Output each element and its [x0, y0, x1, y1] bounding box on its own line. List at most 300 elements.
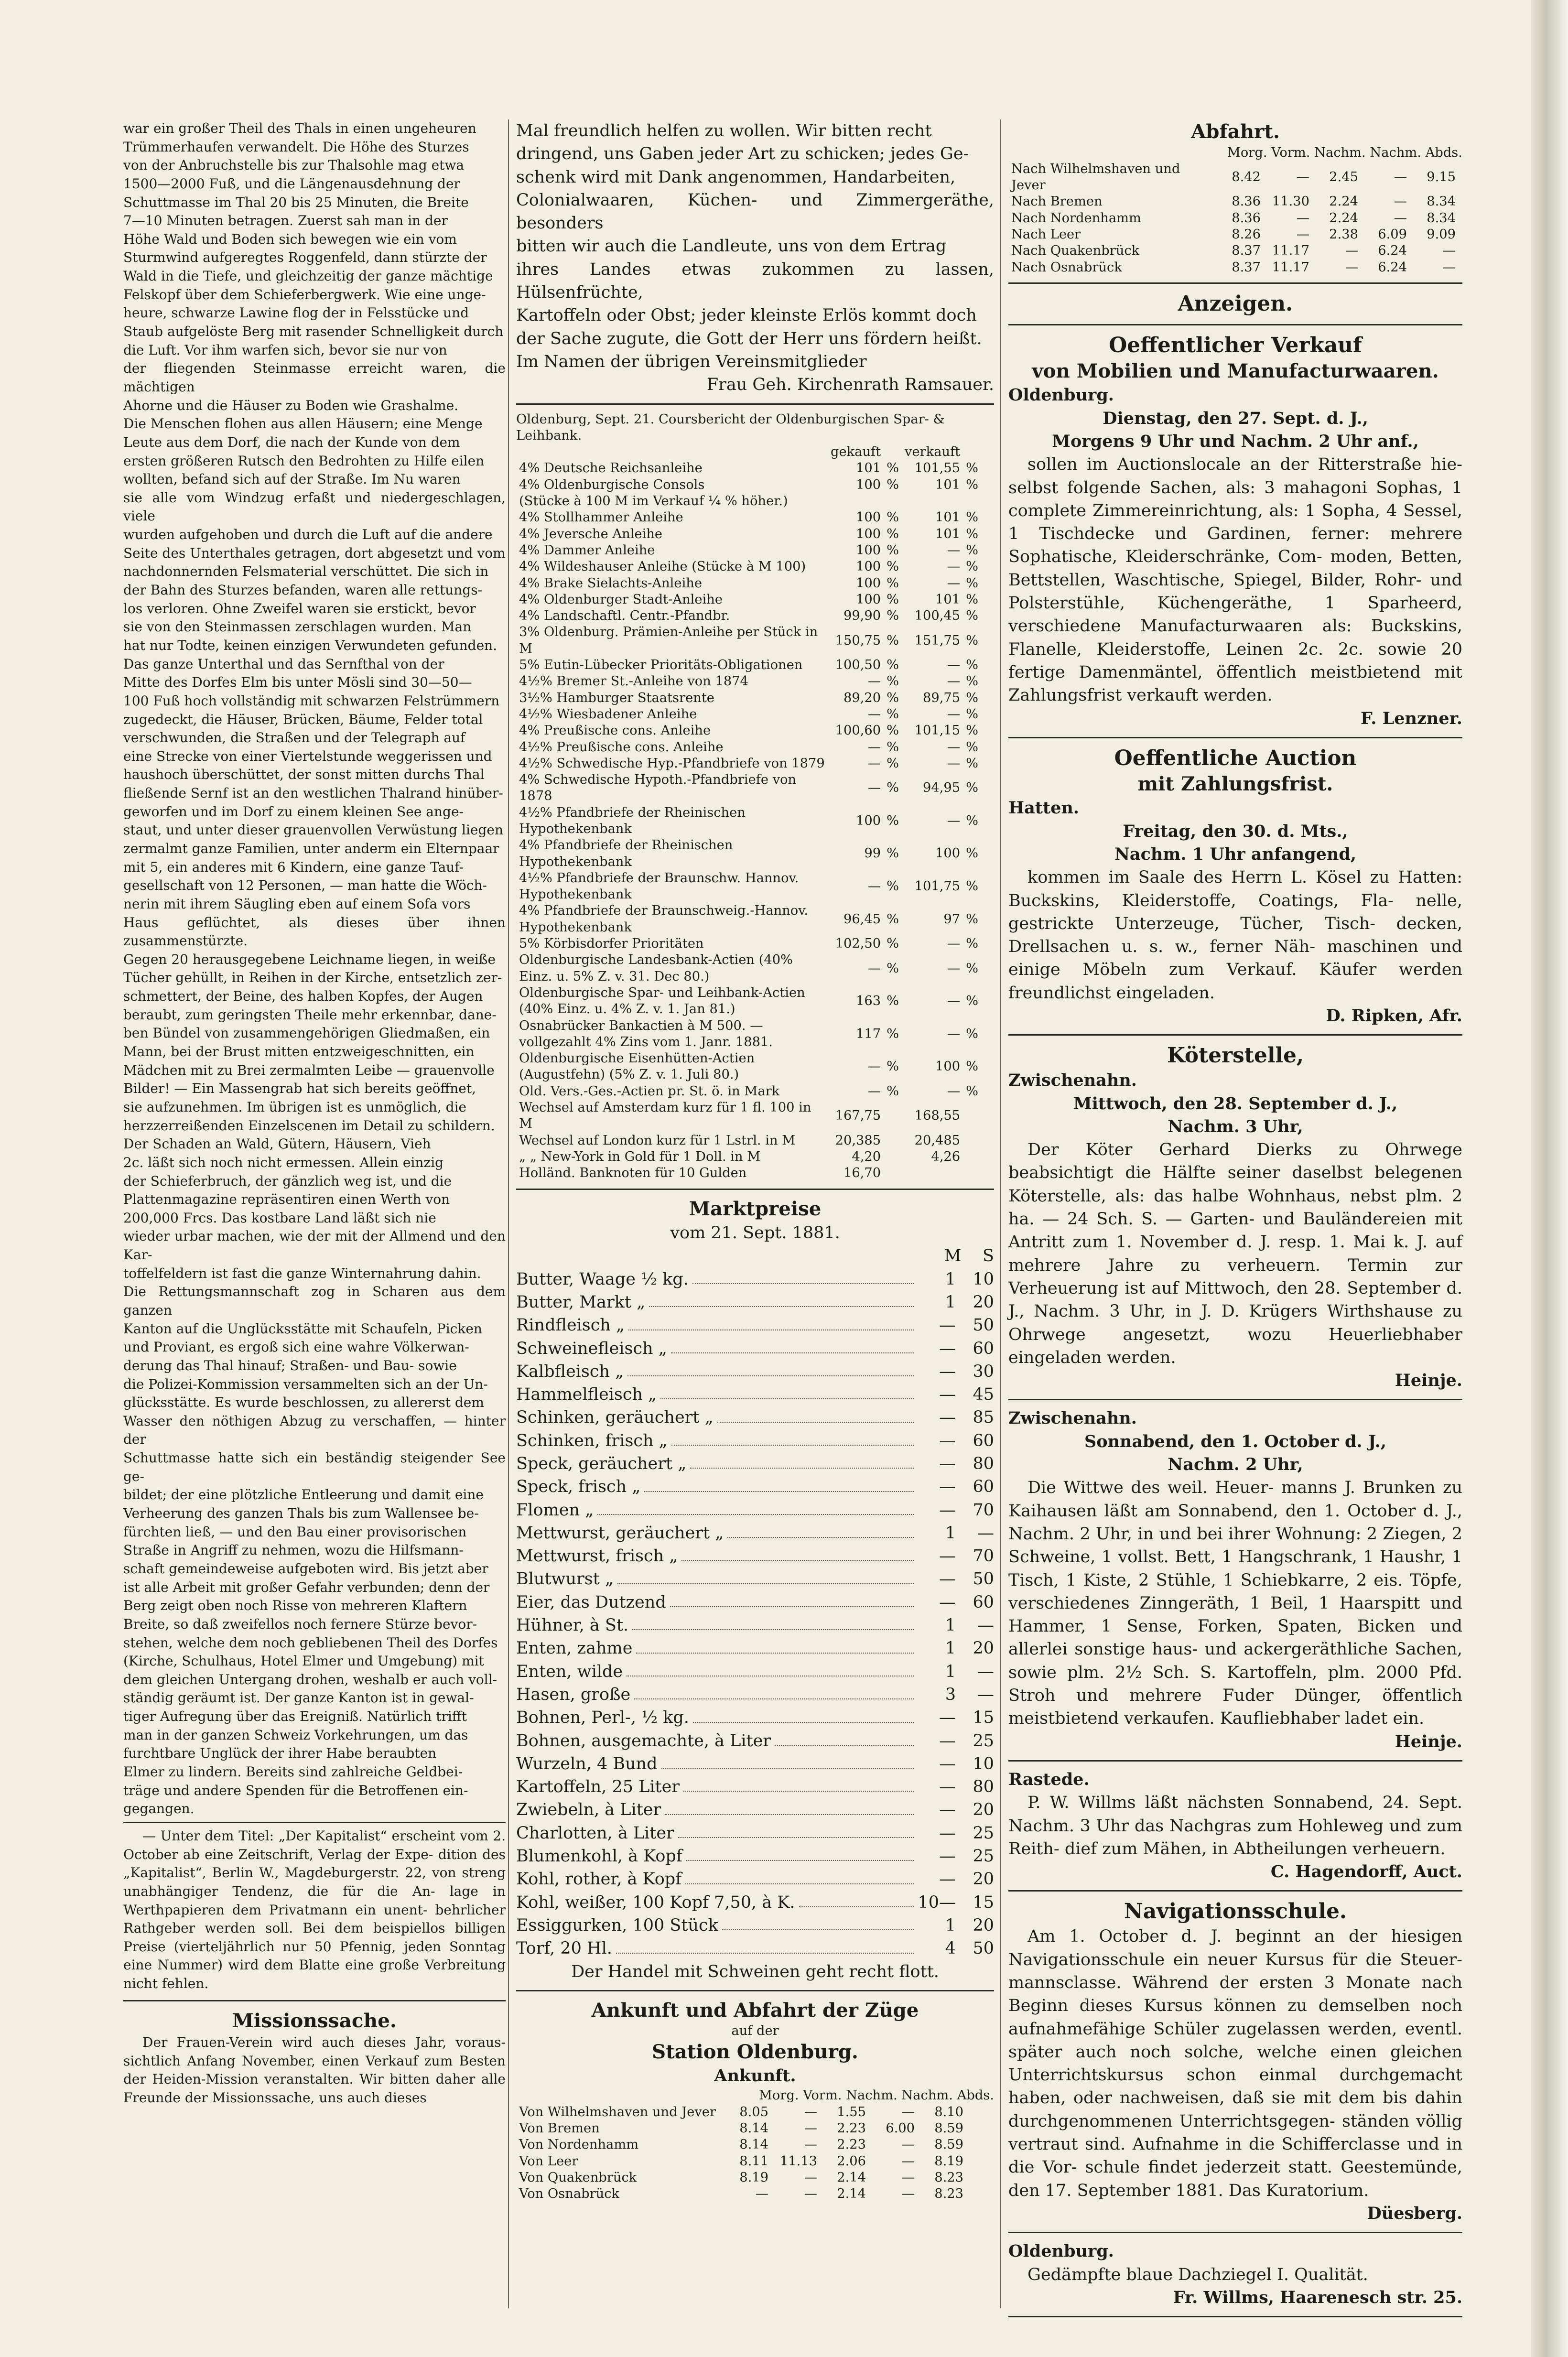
divider: [123, 2000, 506, 2001]
item-pfennig: 15: [973, 1892, 994, 1912]
list-item: [516, 1660, 994, 1683]
text-line: und Proviant, es ergoß sich eine wahre Völkerwan-: [123, 1339, 469, 1355]
heading-missionssache: Missionssache.: [232, 2009, 397, 2032]
table-row: [1008, 243, 1459, 259]
item-mark: —: [939, 1592, 956, 1612]
kursbericht-table: [516, 444, 981, 1181]
ad-place: Hatten.: [1008, 798, 1079, 818]
table-cell: 8.10: [934, 2104, 963, 2119]
list-item: [516, 1937, 994, 1960]
text-line: schmettert, der Beine, des halben Kopfes, der Augen: [123, 988, 483, 1005]
table-cell: 2.24: [1329, 210, 1358, 226]
text-line: die Luft. Vor ihm warfen sich, bevor sie nur von: [123, 342, 447, 358]
table-cell: [963, 493, 981, 509]
table-cell: —: [947, 756, 961, 771]
table-cell: 96,45: [843, 911, 881, 927]
leader-dots: [717, 1406, 914, 1422]
divider: [1008, 1034, 1462, 1036]
item-mark: —: [939, 1316, 956, 1335]
divider: [516, 1990, 994, 1991]
table-cell: —: [947, 559, 961, 574]
table-cell: 100: [935, 846, 961, 861]
table-cell: 102,50: [835, 936, 881, 951]
item-mark: 1: [945, 1915, 956, 1935]
text-line: 2c. läßt sich noch nicht ermessen. Allein einzig: [123, 1154, 444, 1170]
table-cell: %: [887, 739, 899, 755]
table-row: [516, 2104, 966, 2120]
table-cell: 100,50: [835, 658, 881, 673]
zuege-ankunft: Ankunft.: [714, 2066, 796, 2086]
table-cell: 4½% Pfandbriefe der Rheinischen Hypothekenbank: [519, 805, 746, 836]
table-cell: 101: [935, 510, 961, 525]
item-name: Kartoffeln, 25 Liter: [516, 1777, 680, 1797]
table-cell: 8.59: [934, 2137, 963, 2152]
ad-place: Oldenburg.: [1008, 2241, 1114, 2261]
table-cell: —: [947, 706, 961, 722]
column-right: [1008, 119, 1462, 2324]
table-cell: 101: [856, 461, 881, 476]
table-row: [516, 575, 981, 592]
ad-date: Sonnabend, den 1. October d. J.,: [1084, 1431, 1387, 1451]
leader-dots: [683, 1775, 914, 1792]
item-pfennig: 20: [973, 1800, 994, 1820]
marktpreise-units: M S: [944, 1246, 994, 1266]
list-item: [516, 1406, 994, 1429]
table-cell: [828, 493, 884, 509]
table-cell: 1.55: [837, 2104, 866, 2119]
appeal-text: [516, 119, 994, 373]
table-cell: 101,75: [914, 879, 961, 894]
table-cell: 4% Preußische cons. Anleihe: [519, 723, 711, 738]
text-line: nachdonnernden Felsmaterial verschüttet. Die sich in: [123, 563, 489, 580]
text-line: 100 Fuß hoch vollständig mit schwarzen Felstrümmern: [123, 692, 500, 709]
text-line: Berg zeigt oben noch Risse von mehreren Klaftern: [123, 1598, 467, 1614]
table-cell: %: [887, 542, 899, 558]
text-line: der Bahn des Sturzes befanden, waren alle rettungs-: [123, 582, 483, 598]
divider: [516, 1189, 994, 1190]
table-cell: Von Bremen: [519, 2121, 600, 2136]
marktpreise-list: [516, 1268, 994, 1960]
zuege-title: Ankunft und Abfahrt der Züge: [591, 1999, 919, 2022]
table-cell: 101: [935, 592, 961, 607]
item-name: Kohl, rother, à Kopf: [516, 1870, 682, 1889]
table-row: [516, 2170, 966, 2186]
text-line: die Polizei-Kommission versammelten sich an der Un-: [123, 1376, 488, 1392]
table-cell: —: [901, 2186, 915, 2202]
ad-date: Freitag, den 30. d. Mts.,: [1123, 821, 1348, 841]
table-cell: %: [887, 1059, 899, 1074]
ad-text: kommen im Saale des Herrn L. Kösel zu Hatten: Buckskins, Kleiderstoffe, Coatings, Fla- nelle, gestrickte Unterzeuge, Tücher, Tisch- decken, Drellsachen u. s. w., ferner Näh- maschinen und einige Möbeln zum Verkauf. Käufer werden freundlichst eingeladen.: [1008, 868, 1462, 1003]
table-cell: —: [1394, 169, 1407, 184]
table-cell: 163: [856, 994, 881, 1009]
table-cell: 99: [864, 846, 881, 861]
table-row: [516, 1083, 981, 1100]
table-cell: %: [966, 879, 979, 894]
item-mark: —: [939, 1800, 956, 1820]
table-cell: 11.30: [1272, 194, 1309, 209]
list-item: [516, 1614, 994, 1637]
table-cell: %: [887, 879, 899, 894]
item-pfennig: 80: [973, 1777, 994, 1797]
item-mark: 1: [945, 1662, 956, 1681]
table-cell: %: [887, 559, 899, 574]
table-cell: 6.24: [1378, 243, 1407, 259]
table-cell: 8.37: [1232, 259, 1261, 275]
text-line: herzzerreißenden Einzelscenen im Detail zu schildern.: [123, 1117, 495, 1134]
text-line: der Schieferbruch, der gänzlich weg ist, und die: [123, 1173, 452, 1189]
ad-signature: C. Hagendorff, Auct.: [1270, 1862, 1462, 1882]
table-cell: %: [887, 658, 899, 673]
table-cell: Oldenburgische Landesbank-Actien (40% Einz. u. 5% Z. v. 31. Dec 80.): [519, 952, 793, 984]
text-line: Mädchen mit zu Brei zermalmten Leibe — grauenvolle: [123, 1062, 495, 1078]
text-line: Colonialwaaren, Küchen- und Zimmergeräthe, besonders: [516, 190, 994, 233]
item-pfennig: 45: [973, 1385, 994, 1405]
table-cell: Nach Nordenhamm: [1011, 210, 1141, 226]
ad-time: Nachm. 1 Uhr anfangend,: [1114, 844, 1357, 864]
table-cell: %: [966, 658, 979, 673]
advertisement: [1008, 1407, 1462, 1761]
text-line: Höhe Wald und Boden sich bewegen wie ein vom: [123, 231, 457, 247]
text-line: hat nur Todte, keinen einzigen Verwundeten gefunden.: [123, 637, 497, 653]
item-mark: 1: [945, 1292, 956, 1312]
table-cell: 4,26: [931, 1149, 961, 1164]
table-cell: Von Quakenbrück: [519, 2170, 637, 2185]
table-cell: 4½% Schwedische Hyp.-Pfandbriefe von 1879: [519, 756, 825, 771]
text-line: ist alle Arbeit mit großer Gefahr verbunden; denn der: [123, 1579, 490, 1595]
text-line: man in der ganzen Schweiz Vorkehrungen, um das: [123, 1727, 468, 1743]
table-cell: %: [887, 690, 899, 705]
table-cell: 5% Körbisdorfer Prioritäten: [519, 936, 704, 951]
table-cell: —: [1394, 210, 1407, 226]
list-item: [516, 1314, 994, 1337]
text-line: Schuttmasse hatte sich ein beständig steigender See ge-: [123, 1450, 506, 1484]
text-line: ben Bündel von zusammengehörigen Gliedmaßen, ein: [123, 1025, 490, 1041]
text-line: Felskopf über dem Schieferbergwerk. Wie eine unge-: [123, 286, 486, 303]
leader-dots: [722, 1914, 914, 1930]
text-line: schenk wird mit Dank angenommen, Handarbeiten,: [516, 167, 956, 187]
table-cell: [963, 1100, 981, 1133]
table-row: [1008, 161, 1459, 194]
leader-dots: [634, 1683, 914, 1699]
table-cell: 89,75: [922, 690, 961, 705]
item-name: Eier, das Dutzend: [516, 1592, 666, 1612]
table-cell: [963, 1133, 981, 1149]
table-cell: 2.06: [837, 2153, 866, 2169]
table-cell: —: [947, 961, 961, 976]
item-name: Schweinefleisch „: [516, 1339, 667, 1358]
leader-dots: [727, 1522, 914, 1538]
ad-signature: D. Ripken, Afr.: [1326, 1006, 1462, 1026]
ad-date: Mittwoch, den 28. September d. J.,: [1073, 1093, 1398, 1114]
table-cell: 4,20: [852, 1149, 881, 1164]
table-cell: %: [887, 994, 899, 1009]
table-cell: 4% Stollhammer Anleihe: [519, 510, 683, 525]
table-row: [516, 772, 981, 805]
list-item: [516, 1798, 994, 1821]
table-cell: 4% Brake Sielachts-Anleihe: [519, 575, 703, 591]
table-cell: 8.37: [1232, 243, 1261, 259]
table-cell: 4% Pfandbriefe der Rheinischen Hypothekenbank: [519, 838, 733, 869]
list-item: [516, 1429, 994, 1452]
table-row: [516, 624, 981, 657]
table-cell: 11.17: [1272, 243, 1309, 259]
table-cell: %: [966, 780, 979, 796]
item-name: Blumenkohl, à Kopf: [516, 1847, 682, 1866]
text-line: Im Namen der übrigen Vereinsmitglieder: [516, 352, 867, 371]
text-line: war ein großer Theil des Thals in einen ungeheuren: [123, 120, 476, 136]
table-cell: 8.42: [1232, 169, 1261, 184]
table-cell: —: [804, 2170, 817, 2185]
table-cell: —: [947, 575, 961, 591]
list-item: [516, 1868, 994, 1891]
table-row: [516, 903, 981, 936]
ad-date: Dienstag, den 27. Sept. d. J.,: [1103, 408, 1368, 428]
item-mark: —: [939, 1477, 956, 1497]
table-row: [516, 936, 981, 952]
table-cell: [902, 1165, 963, 1181]
table-cell: —: [867, 961, 881, 976]
column-header: gekauft: [831, 444, 881, 460]
text-line: Kanton auf die Unglücksstätte mit Schaufeln, Picken: [123, 1320, 482, 1337]
table-row: [516, 2153, 966, 2170]
table-cell: %: [887, 706, 899, 722]
table-cell: —: [804, 2137, 817, 2152]
text-line: haushoch überschüttet, der sonst mitten durchs Thal: [123, 767, 485, 783]
list-item: [516, 1822, 994, 1845]
table-cell: —: [867, 674, 881, 689]
item-name: Kalbfleisch „: [516, 1362, 624, 1381]
marktpreise-note: Der Handel mit Schweinen geht recht flott.: [571, 1962, 939, 1981]
item-name: Schinken, geräuchert „: [516, 1408, 714, 1427]
table-cell: %: [966, 575, 979, 591]
kursbericht-header: Oldenburg, Sept. 21. Coursbericht der Oldenburgischen Spar- & Leihbank.: [516, 411, 945, 443]
table-cell: 4% Pfandbriefe der Braunschweig.-Hannov. Hypothekenbank: [519, 903, 809, 935]
item-pfennig: 85: [973, 1408, 994, 1427]
table-cell: [963, 1165, 981, 1181]
table-cell: —: [867, 739, 881, 755]
table-cell: 8.23: [934, 2170, 963, 2185]
zuege-sub: auf der: [731, 2023, 779, 2039]
item-name: Kohl, weißer, 100 Kopf 7,50, à K.: [516, 1892, 795, 1912]
appeal-signature: Frau Geh. Kirchenrath Ramsauer.: [706, 375, 994, 395]
text-line: Kartoffeln oder Obst; jeder kleinste Erlös kommt doch: [516, 306, 977, 325]
table-cell: —: [1345, 259, 1358, 275]
table-cell: 150,75: [835, 633, 881, 648]
ad-subtitle: von Mobilien und Manufacturwaaren.: [1032, 359, 1439, 382]
text-line: Bilder! — Ein Massengrab hat sich bereits geöffnet,: [123, 1081, 476, 1097]
text-line: furchtbare Unglück der ihrer Habe beraubten: [123, 1745, 437, 1762]
table-cell: —: [867, 1083, 881, 1099]
divider: [1008, 2232, 1462, 2233]
item-mark: —: [939, 1731, 956, 1751]
zuege-station: Station Oldenburg.: [652, 2040, 858, 2063]
article-kapitalist: — Unter dem Titel: „Der Kapitalist“ erscheint vom 2. October ab eine Zeitschrift, Verlag der Expe- dition des „Kapitalist“, Berlin W., Magdeburgerstr. 22, von streng unabhängiger Tendenz, die für die An- lage in Werthpapieren dem Privatmann ein unent- behrlicher Rathgeber werden soll. Bei dem beispiellos billigen Preise (vierteljährlich nur 50 Pfennig, jeden Sonntag eine Nummer) wird dem Blatte eine große Verbreitung nicht fehlen.: [123, 1827, 506, 1992]
table-row: [516, 2120, 966, 2137]
text-line: Die Rettungsmannschaft zog in Scharen aus dem ganzen: [123, 1284, 506, 1318]
table-cell: —: [947, 1026, 961, 1041]
table-cell: 100: [856, 592, 881, 607]
item-pfennig: 60: [973, 1477, 994, 1497]
text-line: Sturmwind aufgeregtes Roggenfeld, dann stürzte der: [123, 249, 487, 266]
leader-dots: [665, 1798, 914, 1815]
table-cell: 4% Schwedische Hypoth.-Pfandbriefe von 1878: [519, 772, 797, 804]
ad-title: Navigationsschule.: [1124, 1899, 1347, 1924]
text-line: beraubt, zum geringsten Theile mehr erkennbar, dane-: [123, 1006, 497, 1023]
table-cell: (Stücke à 100 M im Verkauf ¼ % höher.): [519, 494, 788, 509]
ad-text: Am 1. October d. J. beginnt an der hiesigen Navigationsschule ein neuer Kursus für die Steuer- mannsclasse. Während der ersten 3 Monate nach Beginn dieses Kursus können zu demselben noch aufnahmefähige Schüler zugelassen werden, eventl. später auch noch solche, welche einen gleichen Unterrichtskursus schon einmal durchgemacht haben, oder nachweisen, daß sie mit dem bis dahin durchgenommenen Unterrichtsgegen- ständen völlig vertraut sind. Aufnahme in die Schifferclasse und in die Vor- schule findet jederzeit statt. Geestemünde, den 17. September 1881. Das Kuratorium.: [1008, 1927, 1462, 2200]
table-cell: 8.19: [934, 2153, 963, 2169]
abfahrt-columns: Morg. Vorm. Nachm. Nachm. Abds.: [1227, 145, 1462, 160]
table-row: [516, 739, 981, 756]
table-row: [1008, 194, 1459, 210]
table-cell: %: [966, 461, 979, 476]
ad-signature: Heinje.: [1395, 1371, 1462, 1391]
item-mark: —: [939, 1870, 956, 1889]
table-cell: 8.36: [1232, 210, 1261, 226]
item-pfennig: 20: [973, 1915, 994, 1935]
leader-dots: [692, 1268, 914, 1284]
table-cell: 168,55: [914, 1108, 961, 1124]
table-row: [516, 952, 981, 985]
item-pfennig: 10: [973, 1754, 994, 1773]
table-cell: —: [755, 2186, 768, 2202]
text-line: Mal freundlich helfen zu wollen. Wir bitten recht: [516, 121, 932, 141]
text-line: ersten größeren Rutsch den Bedrohten zu Hilfe eilen: [123, 453, 485, 469]
text-line: tiger Aufregung über das Ereigniß. Natürlich trifft: [123, 1708, 467, 1725]
item-name: Hühner, à St.: [516, 1616, 629, 1635]
table-cell: %: [966, 477, 979, 492]
leader-dots: [686, 1845, 914, 1861]
advertisement: [1008, 2240, 1462, 2317]
ad-title: Oeffentliche Auction: [1114, 746, 1357, 770]
table-row: [516, 673, 981, 690]
item-mark: —: [939, 1362, 956, 1381]
ad-text: Gedämpfte blaue Dachziegel I. Qualität.: [1027, 2265, 1368, 2284]
table-cell: 4% Oldenburgische Consols: [519, 477, 705, 492]
table-cell: Oldenburgische Eisenhütten-Actien (Augustfehn) (5% Z. v. 1. Juli 80.): [519, 1051, 755, 1082]
table-cell: Von Leer: [519, 2153, 578, 2169]
text-line: Breite, so daß zweifellos noch fernere Stürze bevor-: [123, 1616, 477, 1632]
leader-dots: [681, 1545, 914, 1561]
item-pfennig: 20: [973, 1870, 994, 1889]
list-item: [516, 1291, 994, 1314]
list-item: [516, 1706, 994, 1729]
list-item: [516, 1383, 994, 1406]
item-pfennig: 80: [973, 1454, 994, 1473]
leader-dots: [644, 1475, 914, 1492]
table-cell: %: [887, 961, 899, 976]
table-cell: 101: [935, 526, 961, 541]
divider: [1008, 1760, 1462, 1762]
table-cell: 9.09: [1427, 227, 1456, 242]
leader-dots: [628, 1314, 914, 1330]
leader-dots: [632, 1614, 914, 1630]
divider: [123, 1822, 506, 1823]
list-item: [516, 1637, 994, 1660]
divider: [1008, 2316, 1462, 2317]
table-cell: %: [887, 1026, 899, 1041]
text-line: fließende Sernf ist an den westlichen Thalrand hinüber-: [123, 785, 503, 801]
text-line: Der Schaden an Wald, Gütern, Häusern, Vieh: [123, 1136, 431, 1152]
table-cell: %: [966, 608, 979, 624]
table-cell: Osnabrücker Bankactien à M 500. — vollgezahlt 4% Zins vom 1. Janr. 1881.: [519, 1018, 773, 1049]
text-line: sie von den Steinmassen zerschlagen wurden. Man: [123, 619, 472, 635]
table-cell: Holländ. Banknoten für 10 Gulden: [519, 1166, 747, 1181]
table-cell: —: [1345, 243, 1358, 259]
article-elm-disaster: [123, 119, 506, 1818]
divider: [1008, 1890, 1462, 1892]
table-cell: Nach Quakenbrück: [1011, 243, 1140, 259]
table-cell: 97: [943, 911, 961, 927]
table-cell: %: [966, 739, 979, 755]
table-cell: %: [887, 674, 899, 689]
list-item: [516, 1730, 994, 1752]
ad-place: Zwischenahn.: [1008, 1408, 1137, 1428]
list-item: [516, 1891, 994, 1914]
table-row: [516, 1133, 981, 1149]
table-cell: %: [966, 723, 979, 738]
table-cell: %: [966, 542, 979, 558]
leader-dots: [597, 1499, 914, 1515]
advertisement: [1008, 1042, 1462, 1400]
table-cell: %: [887, 526, 899, 541]
text-line: Straße in Angriff zu nehmen, wozu die Hilfsmann-: [123, 1542, 464, 1558]
table-cell: %: [966, 526, 979, 541]
table-cell: 8.14: [739, 2121, 768, 2136]
leader-dots: [649, 1291, 914, 1307]
item-mark: —: [939, 1847, 956, 1866]
table-cell: 4% Deutsche Reichsanleihe: [519, 461, 703, 476]
text-line: (Kirche, Schulhaus, Hotel Elmer und Umgebung) mit: [123, 1653, 484, 1669]
table-cell: 20,485: [914, 1133, 961, 1148]
table-cell: 100: [856, 526, 881, 541]
text-line: geworfen und im Dorf zu einem kleinen See ange-: [123, 803, 464, 820]
table-cell: —: [947, 936, 961, 951]
text-line: eine Strecke von einer Viertelstunde weggerissen und: [123, 748, 492, 764]
item-name: Speck, frisch „: [516, 1477, 641, 1497]
item-name: Schinken, frisch „: [516, 1431, 668, 1450]
table-cell: 100: [856, 559, 881, 574]
table-cell: %: [966, 633, 979, 648]
table-row: [516, 756, 981, 772]
table-cell: 4% Oldenburger Stadt-Anleihe: [519, 592, 723, 607]
table-cell: 4% Wildeshauser Anleihe (Stücke à M 100): [519, 559, 806, 574]
item-name: Essiggurken, 100 Stück: [516, 1915, 718, 1935]
item-mark: 1: [945, 1269, 956, 1289]
table-cell: %: [887, 575, 899, 591]
table-cell: 4½% Wiesbadener Anleihe: [519, 706, 697, 722]
page-edge: [1531, 0, 1568, 2357]
item-name: Blutwurst „: [516, 1569, 614, 1589]
text-line: wollten, befand sich auf der Straße. Im Nu waren: [123, 471, 461, 487]
list-item: [516, 1475, 994, 1498]
item-name: Hammelfleisch „: [516, 1385, 657, 1405]
table-cell: %: [887, 813, 899, 828]
list-item: [516, 1360, 994, 1383]
table-cell: —: [867, 780, 881, 796]
table-cell: %: [966, 1026, 979, 1041]
table-cell: %: [887, 911, 899, 927]
table-row: [516, 690, 981, 706]
divider: [1008, 324, 1462, 325]
list-item: [516, 1845, 994, 1868]
table-cell: —: [1296, 210, 1309, 226]
table-cell: 100: [856, 510, 881, 525]
table-cell: 8.19: [739, 2170, 768, 2185]
text-line: Staub aufgelöste Berg mit rasender Schnelligkeit durch: [123, 324, 504, 340]
table-cell: 3½% Hamburger Staatsrente: [519, 690, 714, 705]
leader-dots: [617, 1568, 914, 1584]
